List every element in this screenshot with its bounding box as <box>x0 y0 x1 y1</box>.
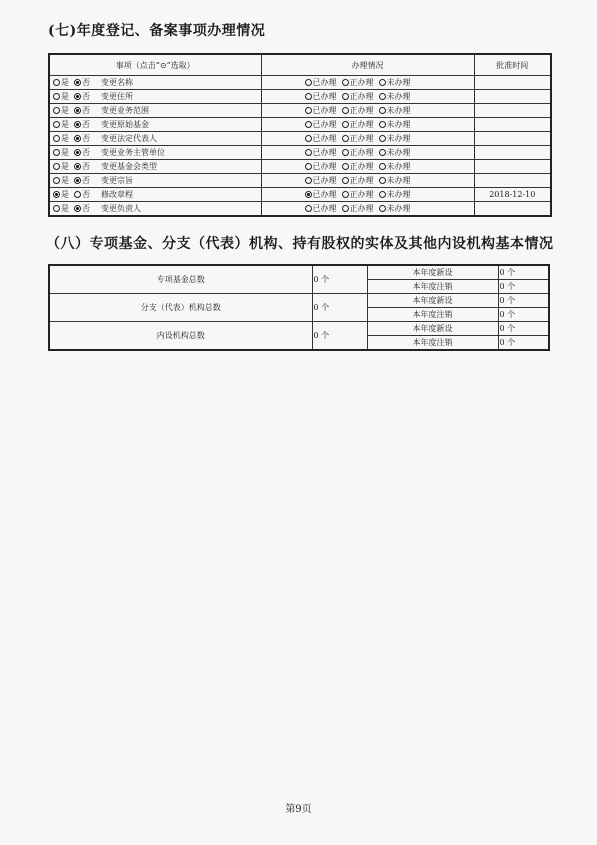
cancel-value-cell <box>498 308 549 322</box>
status-label: 未办理 <box>386 77 411 87</box>
status-radio[interactable] <box>305 121 312 128</box>
new-value: 0 <box>499 323 505 333</box>
status-option[interactable] <box>305 105 337 117</box>
status-label: 未办理 <box>386 189 411 199</box>
status-option[interactable] <box>342 77 374 89</box>
table-row <box>49 265 549 280</box>
yes-radio[interactable] <box>53 107 60 114</box>
yes-label: 是 <box>61 147 69 157</box>
yes-radio[interactable] <box>53 163 60 170</box>
item-name: 变更业务主管单位 <box>101 147 165 157</box>
table-row <box>49 118 551 132</box>
yes-label: 是 <box>61 91 69 101</box>
unit-label: 个 <box>507 295 516 305</box>
no-radio[interactable] <box>74 93 81 100</box>
new-value-cell <box>498 265 549 280</box>
status-radio[interactable] <box>342 163 349 170</box>
status-option[interactable] <box>342 189 374 201</box>
cancel-value-cell <box>498 336 549 351</box>
status-radio[interactable] <box>342 121 349 128</box>
cancel-value-cell <box>498 280 549 294</box>
item-cell <box>49 118 261 132</box>
yes-radio[interactable] <box>53 149 60 156</box>
status-option[interactable] <box>379 147 411 159</box>
status-option[interactable] <box>379 105 411 117</box>
no-radio[interactable] <box>74 79 81 86</box>
item-cell <box>49 174 261 188</box>
status-label: 已办理 <box>312 105 337 115</box>
item-name: 变更住所 <box>101 91 133 101</box>
item-name: 变更负责人 <box>101 203 141 213</box>
status-radio[interactable] <box>342 177 349 184</box>
item-cell <box>49 146 261 160</box>
group-total <box>312 265 367 294</box>
new-label: 本年度新设 <box>367 294 498 308</box>
no-radio[interactable] <box>74 163 81 170</box>
status-label: 正办理 <box>349 119 374 129</box>
approval-date <box>474 202 551 217</box>
status-label: 正办理 <box>349 105 374 115</box>
yes-label: 是 <box>61 161 69 171</box>
no-label: 否 <box>82 77 90 87</box>
status-cell <box>261 202 474 217</box>
unit-label: 个 <box>321 302 330 312</box>
yes-option[interactable] <box>53 119 69 131</box>
table-row <box>49 174 551 188</box>
item-cell <box>49 160 261 174</box>
item-name: 变更业务范围 <box>101 105 149 115</box>
status-label: 已办理 <box>312 189 337 199</box>
yes-radio[interactable] <box>53 79 60 86</box>
status-option[interactable] <box>379 161 411 173</box>
yes-option[interactable] <box>53 133 69 145</box>
no-option[interactable] <box>74 105 90 117</box>
cancel-label: 本年度注销 <box>367 280 498 294</box>
no-label: 否 <box>82 105 90 115</box>
no-radio[interactable] <box>74 107 81 114</box>
status-radio[interactable] <box>342 191 349 198</box>
yes-radio[interactable] <box>53 205 60 212</box>
status-label: 已办理 <box>312 203 337 213</box>
approval-date <box>474 118 551 132</box>
cancel-label: 本年度注销 <box>367 336 498 351</box>
table-row <box>49 322 549 336</box>
group-total <box>312 322 367 351</box>
status-radio[interactable] <box>379 79 386 86</box>
group-label: 分支（代表）机构总数 <box>49 294 312 322</box>
status-option[interactable] <box>379 189 411 201</box>
status-radio[interactable] <box>379 163 386 170</box>
no-option[interactable] <box>74 91 90 103</box>
status-label: 正办理 <box>349 133 374 143</box>
status-radio[interactable] <box>305 93 312 100</box>
no-label: 否 <box>82 175 90 185</box>
status-option[interactable] <box>305 91 337 103</box>
status-option[interactable] <box>305 147 337 159</box>
yes-option[interactable] <box>53 147 69 159</box>
table-row <box>49 132 551 146</box>
status-label: 正办理 <box>349 203 374 213</box>
cancel-value: 0 <box>499 281 505 291</box>
no-option[interactable] <box>74 161 90 173</box>
item-name: 变更法定代表人 <box>101 133 157 143</box>
new-value: 0 <box>499 267 505 277</box>
status-radio[interactable] <box>379 191 386 198</box>
status-radio[interactable] <box>379 135 386 142</box>
unit-label: 个 <box>321 274 330 284</box>
status-option[interactable] <box>379 203 411 215</box>
item-name: 变更宗旨 <box>101 175 133 185</box>
status-label: 未办理 <box>386 147 411 157</box>
status-radio[interactable] <box>305 79 312 86</box>
status-label: 未办理 <box>386 91 411 101</box>
yes-radio[interactable] <box>53 121 60 128</box>
status-option[interactable] <box>379 77 411 89</box>
status-option[interactable] <box>342 161 374 173</box>
status-radio[interactable] <box>342 135 349 142</box>
header-item: 事项（点击“⊙”选取） <box>49 54 261 76</box>
table-row <box>49 90 551 104</box>
table-row <box>49 188 551 202</box>
approval-date <box>474 104 551 118</box>
status-label: 正办理 <box>349 189 374 199</box>
new-value: 0 <box>499 295 505 305</box>
total-value: 0 <box>313 302 319 312</box>
approval-date <box>474 90 551 104</box>
status-cell <box>261 90 474 104</box>
item-cell <box>49 132 261 146</box>
status-radio[interactable] <box>305 163 312 170</box>
cancel-label: 本年度注销 <box>367 308 498 322</box>
yes-label: 是 <box>61 133 69 143</box>
status-radio[interactable] <box>379 149 386 156</box>
unit-label: 个 <box>321 330 330 340</box>
status-label: 已办理 <box>312 119 337 129</box>
yes-label: 是 <box>61 203 69 213</box>
status-radio[interactable] <box>342 79 349 86</box>
status-radio[interactable] <box>379 107 386 114</box>
table-row <box>49 104 551 118</box>
item-name: 变更名称 <box>101 77 133 87</box>
status-radio[interactable] <box>305 135 312 142</box>
institutions-summary-table <box>48 264 550 351</box>
yes-radio[interactable] <box>53 177 60 184</box>
approval-date <box>474 160 551 174</box>
status-label: 正办理 <box>349 77 374 87</box>
approval-date <box>474 174 551 188</box>
group-label: 专项基金总数 <box>49 265 312 294</box>
status-option[interactable] <box>342 105 374 117</box>
status-option[interactable] <box>342 119 374 131</box>
item-cell <box>49 76 261 90</box>
no-option[interactable] <box>74 77 90 89</box>
no-radio[interactable] <box>74 135 81 142</box>
unit-label: 个 <box>507 281 516 291</box>
status-label: 正办理 <box>349 147 374 157</box>
status-radio[interactable] <box>305 191 312 198</box>
yes-label: 是 <box>61 77 69 87</box>
no-option[interactable] <box>74 203 90 215</box>
status-option[interactable] <box>305 189 337 201</box>
no-label: 否 <box>82 203 90 213</box>
yes-label: 是 <box>61 119 69 129</box>
yes-radio[interactable] <box>53 191 60 198</box>
yes-option[interactable] <box>53 91 69 103</box>
yes-radio[interactable] <box>53 93 60 100</box>
yes-option[interactable] <box>53 105 69 117</box>
approval-date <box>474 76 551 90</box>
status-label: 已办理 <box>312 175 337 185</box>
no-option[interactable] <box>74 133 90 145</box>
status-option[interactable] <box>305 119 337 131</box>
no-radio[interactable] <box>74 121 81 128</box>
status-radio[interactable] <box>379 177 386 184</box>
status-cell <box>261 174 474 188</box>
unit-label: 个 <box>507 323 516 333</box>
approval-date <box>474 146 551 160</box>
section-7-title: (七)年度登记、备案事项办理情况 <box>48 23 266 39</box>
cancel-value: 0 <box>499 309 505 319</box>
status-radio[interactable] <box>379 93 386 100</box>
status-label: 已办理 <box>312 161 337 171</box>
yes-label: 是 <box>61 189 69 199</box>
new-label: 本年度新设 <box>367 322 498 336</box>
yes-option[interactable] <box>53 203 69 215</box>
status-option[interactable] <box>379 91 411 103</box>
no-radio[interactable] <box>74 205 81 212</box>
new-label: 本年度新设 <box>367 265 498 280</box>
new-value-cell <box>498 322 549 336</box>
status-cell <box>261 160 474 174</box>
no-radio[interactable] <box>74 191 81 198</box>
no-label: 否 <box>82 161 90 171</box>
table-row <box>49 160 551 174</box>
yes-label: 是 <box>61 175 69 185</box>
no-option[interactable] <box>74 189 90 201</box>
item-name: 变更原始基金 <box>101 119 149 129</box>
status-label: 正办理 <box>349 161 374 171</box>
table-row <box>49 146 551 160</box>
no-option[interactable] <box>74 119 90 131</box>
status-cell <box>261 146 474 160</box>
status-label: 未办理 <box>386 133 411 143</box>
status-label: 已办理 <box>312 147 337 157</box>
no-label: 否 <box>82 91 90 101</box>
status-radio[interactable] <box>305 107 312 114</box>
status-radio[interactable] <box>342 149 349 156</box>
status-label: 未办理 <box>386 175 411 185</box>
status-option[interactable] <box>305 161 337 173</box>
page-number: 第9页 <box>285 804 312 815</box>
group-label: 内设机构总数 <box>49 322 312 351</box>
status-option[interactable] <box>342 175 374 187</box>
no-option[interactable] <box>74 175 90 187</box>
status-cell <box>261 132 474 146</box>
status-label: 正办理 <box>349 175 374 185</box>
status-label: 未办理 <box>386 161 411 171</box>
unit-label: 个 <box>507 337 516 347</box>
status-radio[interactable] <box>305 149 312 156</box>
table-header-row <box>49 54 551 76</box>
status-cell <box>261 104 474 118</box>
status-option[interactable] <box>379 133 411 145</box>
item-cell <box>49 188 261 202</box>
total-value: 0 <box>313 274 319 284</box>
status-label: 正办理 <box>349 91 374 101</box>
status-radio[interactable] <box>379 205 386 212</box>
yes-radio[interactable] <box>53 135 60 142</box>
status-radio[interactable] <box>305 205 312 212</box>
item-name: 变更基金会类型 <box>101 161 157 171</box>
total-value: 0 <box>313 330 319 340</box>
approval-date: 2018-12-10 <box>474 188 551 202</box>
status-option[interactable] <box>342 91 374 103</box>
yes-option[interactable] <box>53 189 69 201</box>
status-label: 未办理 <box>386 203 411 213</box>
yes-option[interactable] <box>53 175 69 187</box>
status-option[interactable] <box>305 77 337 89</box>
status-label: 已办理 <box>312 77 337 87</box>
status-option[interactable] <box>379 119 411 131</box>
status-radio[interactable] <box>379 121 386 128</box>
section-8-title: （八）专项基金、分支（代表）机构、持有股权的实体及其他内设机构基本情况 <box>46 236 554 252</box>
status-label: 未办理 <box>386 119 411 129</box>
table-row <box>49 294 549 308</box>
status-cell <box>261 76 474 90</box>
table-row <box>49 202 551 217</box>
item-cell <box>49 104 261 118</box>
status-cell <box>261 118 474 132</box>
no-radio[interactable] <box>74 177 81 184</box>
status-radio[interactable] <box>342 205 349 212</box>
status-option[interactable] <box>342 203 374 215</box>
no-radio[interactable] <box>74 149 81 156</box>
yes-option[interactable] <box>53 77 69 89</box>
approval-date <box>474 132 551 146</box>
status-option[interactable] <box>305 175 337 187</box>
status-radio[interactable] <box>305 177 312 184</box>
new-value-cell <box>498 294 549 308</box>
status-option[interactable] <box>305 203 337 215</box>
registration-filing-table <box>48 53 552 217</box>
cancel-value: 0 <box>499 337 505 347</box>
status-option[interactable] <box>305 133 337 145</box>
status-radio[interactable] <box>342 93 349 100</box>
no-label: 否 <box>82 189 90 199</box>
group-total <box>312 294 367 322</box>
item-name: 修改章程 <box>101 189 133 199</box>
status-option[interactable] <box>342 133 374 145</box>
no-label: 否 <box>82 119 90 129</box>
status-cell <box>261 188 474 202</box>
no-label: 否 <box>82 147 90 157</box>
header-date: 批准时间 <box>474 54 551 76</box>
unit-label: 个 <box>507 309 516 319</box>
yes-label: 是 <box>61 105 69 115</box>
status-label: 已办理 <box>312 91 337 101</box>
yes-option[interactable] <box>53 161 69 173</box>
unit-label: 个 <box>507 267 516 277</box>
item-cell <box>49 90 261 104</box>
no-label: 否 <box>82 133 90 143</box>
status-label: 已办理 <box>312 133 337 143</box>
status-radio[interactable] <box>342 107 349 114</box>
table-row <box>49 76 551 90</box>
status-option[interactable] <box>379 175 411 187</box>
no-option[interactable] <box>74 147 90 159</box>
status-label: 未办理 <box>386 105 411 115</box>
status-option[interactable] <box>342 147 374 159</box>
item-cell <box>49 202 261 217</box>
header-status: 办理情况 <box>261 54 474 76</box>
